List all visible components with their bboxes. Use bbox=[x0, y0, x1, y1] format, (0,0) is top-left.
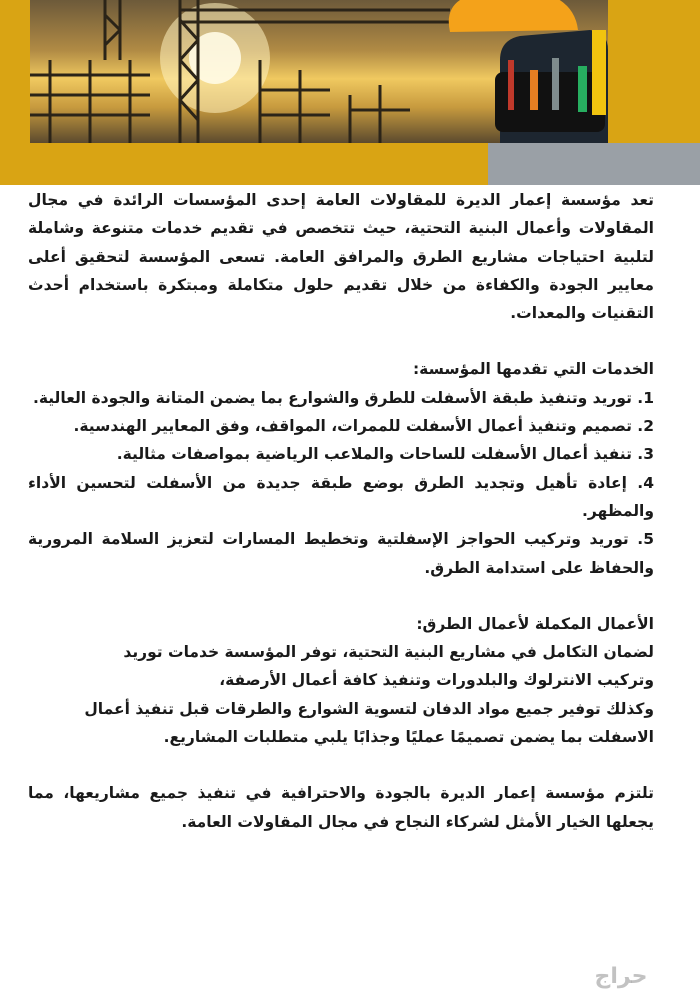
service-item: 5. توريد وتركيب الحواجز الإسفلتية وتخطيط المسارات لتعزيز السلامة المرورية والحفاظ على استدامة الطرق. bbox=[28, 530, 654, 577]
complementary-line: الاسفلت بما يضمن تصميمًا عمليًا وجذابًا يلبي متطلبات المشاريع. bbox=[163, 728, 654, 747]
service-item: 4. إعادة تأهيل وتجديد الطرق بوضع طبقة جديدة من الأسفلت لتحسين الأداء والمظهر. bbox=[28, 473, 654, 520]
closing-paragraph: تلتزم مؤسسة إعمار الديرة بالجودة والاحترافية في تنفيذ جميع مشاريعها، مما يجعلها الخيار الأمثل لشركاء النجاح في مجال المقاولات العامة. bbox=[28, 784, 654, 831]
construction-scene-illustration bbox=[30, 0, 608, 143]
header-gray-block bbox=[488, 143, 700, 185]
services-heading: الخدمات التي تقدمها المؤسسة: bbox=[412, 360, 654, 379]
complementary-line: وكذلك توفير جميع مواد الدفان لتسوية الشوارع والطرقات قبل تنفيذ أعمال bbox=[84, 699, 654, 718]
watermark-logo: حراج bbox=[594, 964, 648, 989]
intro-paragraph: تعد مؤسسة إعمار الديرة للمقاولات العامة إحدى المؤسسات الرائدة في مجال المقاولات وأعمال البنية التحتية، حيث تتخصص في تقديم خدمات متنوعة وشاملة لتلبية احتياجات مشاريع الطرق والمرافق العامة. تسعى المؤسسة لتحقيق أعلى معايير الجودة والكفاءة من خلال تقديم حلول متكاملة ومبتكرة باستخدام أحدث التقنيات والمعدات. bbox=[28, 191, 654, 323]
complementary-line: وتركيب الانترلوك والبلدورات وتنفيذ كافة أعمال الأرصفة، bbox=[219, 671, 654, 690]
complementary-line: لضمان التكامل في مشاريع البنية التحتية، توفر المؤسسة خدمات توريد bbox=[123, 643, 654, 662]
article-body bbox=[28, 186, 654, 836]
service-item: 1. توريد وتنفيذ طبقة الأسفلت للطرق والشوارع بما يضمن المتانة والجودة العالية. bbox=[32, 388, 654, 407]
service-item: 2. تصميم وتنفيذ أعمال الأسفلت للممرات، المواقف، وفق المعايير الهندسية. bbox=[73, 417, 654, 436]
service-item: 3. تنفيذ أعمال الأسفلت للساحات والملاعب الرياضية بمواصفات مثالية. bbox=[116, 445, 654, 464]
construction-photo bbox=[30, 0, 608, 143]
complementary-heading: الأعمال المكملة لأعمال الطرق: bbox=[416, 614, 654, 633]
